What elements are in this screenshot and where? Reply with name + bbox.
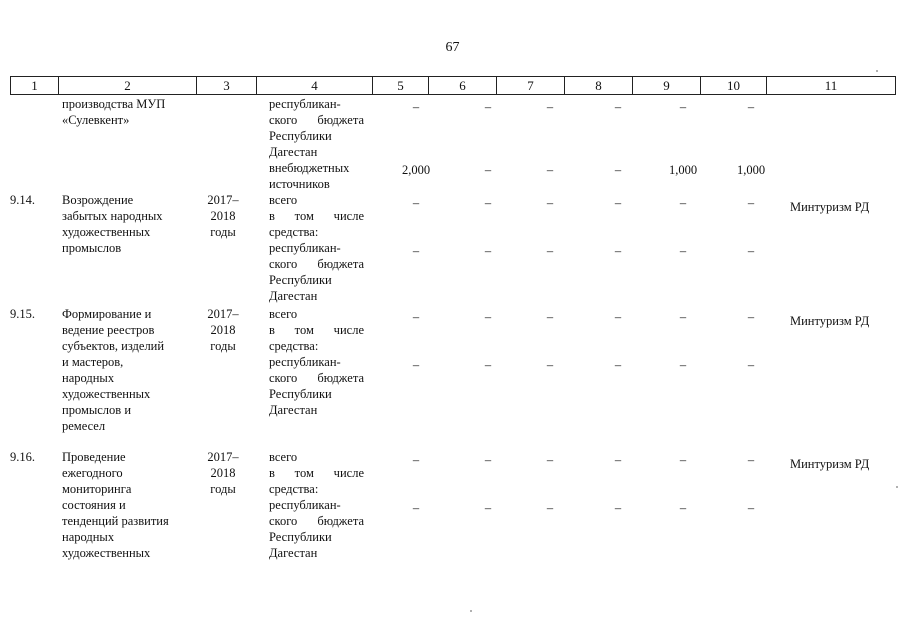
header-cell: 7 [496,76,565,95]
total-value: – [747,310,755,324]
extrabudget-value: 1,000 [668,163,698,177]
page-number: 67 [445,40,460,55]
extrabudget-value: 1,000 [736,163,766,177]
scan-speck [470,610,472,612]
republic-budget-value: – [747,100,755,114]
period-line: 2018 [210,323,236,337]
funding-source-line: источников [269,177,330,191]
republic-budget-value: – [614,501,622,515]
funding-source-line: ского бюджета [269,514,364,528]
funding-source-line: республикан- [269,498,341,512]
funding-source-line: всего [269,307,298,321]
executor: Минтуризм РД [790,457,870,471]
header-cell: 6 [428,76,497,95]
activity-name-line: народных [62,371,115,385]
republic-budget-value: – [679,358,687,372]
republic-budget-value: – [412,100,420,114]
funding-source-line: республикан- [269,355,341,369]
republic-budget-value: – [546,358,554,372]
header-cell: 8 [564,76,633,95]
total-value: – [679,310,687,324]
period-line: 2018 [210,209,236,223]
republic-budget-value: – [546,501,554,515]
row-number: 9.14. [10,193,35,207]
activity-name-line: художественных [62,546,151,560]
republic-budget-value: – [614,244,622,258]
republic-budget-value: – [484,501,492,515]
activity-name-line: и мастеров, [62,355,124,369]
republic-budget-value: – [484,244,492,258]
period-line: годы [210,339,236,353]
republic-budget-value: – [747,244,755,258]
activity-name-line: народных [62,530,115,544]
executor: Минтуризм РД [790,200,870,214]
funding-source-line: средства: [269,482,319,496]
republic-budget-value: – [484,358,492,372]
funding-source-line: в том числе [269,209,364,223]
header-cell: 1 [10,76,59,95]
activity-name-line: промыслов и [62,403,132,417]
total-value: – [614,453,622,467]
activity-name-line: производства МУП [62,97,166,111]
extrabudget-value: 2,000 [401,163,431,177]
republic-budget-value: – [679,501,687,515]
funding-source-line: в том числе [269,466,364,480]
funding-source-line: Дагестан [269,145,318,159]
period-line: 2018 [210,466,236,480]
row-number: 9.16. [10,450,35,464]
funding-source-line: Республики [269,530,332,544]
funding-source-line: средства: [269,225,319,239]
header-cell: 10 [700,76,767,95]
republic-budget-value: – [412,358,420,372]
activity-name-line: забытых народных [62,209,163,223]
republic-budget-value: – [484,100,492,114]
total-value: – [614,196,622,210]
table-header-row [10,76,895,95]
total-value: – [546,453,554,467]
header-cell: 11 [766,76,896,95]
republic-budget-value: – [412,501,420,515]
activity-name-line: ремесел [62,419,106,433]
total-value: – [679,196,687,210]
total-value: – [484,310,492,324]
total-value: – [546,196,554,210]
republic-budget-value: – [614,358,622,372]
total-value: – [484,453,492,467]
header-cell: 5 [372,76,429,95]
total-value: – [679,453,687,467]
funding-source-line: республикан- [269,97,341,111]
funding-source-line: Дагестан [269,403,318,417]
total-value: – [412,196,420,210]
funding-source-line: внебюджетных [269,161,350,175]
period-line: 2017– [207,307,239,321]
republic-budget-value: – [614,100,622,114]
scan-speck [876,70,878,72]
period-line: годы [210,225,236,239]
activity-name-line: субъектов, изделий [62,339,165,353]
republic-budget-value: – [747,501,755,515]
activity-name-line: мониторинга [62,482,132,496]
funding-source-line: средства: [269,339,319,353]
total-value: – [412,453,420,467]
republic-budget-value: – [546,244,554,258]
activity-name-line: ежегодного [62,466,123,480]
activity-name-line: «Сулевкент» [62,113,130,127]
activity-name-line: Возрождение [62,193,134,207]
funding-source-line: республикан- [269,241,341,255]
activity-name-line: Формирование и [62,307,152,321]
row-number: 9.15. [10,307,35,321]
total-value: – [484,196,492,210]
republic-budget-value: – [747,358,755,372]
activity-name-line: состояния и [62,498,126,512]
funding-source-line: Республики [269,129,332,143]
executor: Минтуризм РД [790,314,870,328]
period-line: годы [210,482,236,496]
republic-budget-value: – [412,244,420,258]
funding-source-line: Республики [269,387,332,401]
extrabudget-value: – [614,163,622,177]
extrabudget-value: – [546,163,554,177]
total-value: – [412,310,420,324]
header-cell: 9 [632,76,701,95]
funding-source-line: всего [269,450,298,464]
header-cell: 2 [58,76,197,95]
total-value: – [546,310,554,324]
header-cell: 4 [256,76,373,95]
funding-source-line: ского бюджета [269,113,364,127]
funding-source-line: Дагестан [269,546,318,560]
activity-name-line: Проведение [62,450,126,464]
funding-source-line: ского бюджета [269,371,364,385]
total-value: – [747,453,755,467]
funding-source-line: ского бюджета [269,257,364,271]
activity-name-line: тенденций развития [62,514,169,528]
activity-name-line: ведение реестров [62,323,155,337]
funding-source-line: всего [269,193,298,207]
activity-name-line: промыслов [62,241,122,255]
republic-budget-value: – [679,100,687,114]
extrabudget-value: – [484,163,492,177]
funding-source-line: в том числе [269,323,364,337]
scan-speck [896,486,898,488]
republic-budget-value: – [546,100,554,114]
total-value: – [747,196,755,210]
activity-name-line: художественных [62,387,151,401]
republic-budget-value: – [679,244,687,258]
activity-name-line: художественных [62,225,151,239]
funding-source-line: Республики [269,273,332,287]
funding-source-line: Дагестан [269,289,318,303]
total-value: – [614,310,622,324]
header-cell: 3 [196,76,257,95]
period-line: 2017– [207,450,239,464]
period-line: 2017– [207,193,239,207]
